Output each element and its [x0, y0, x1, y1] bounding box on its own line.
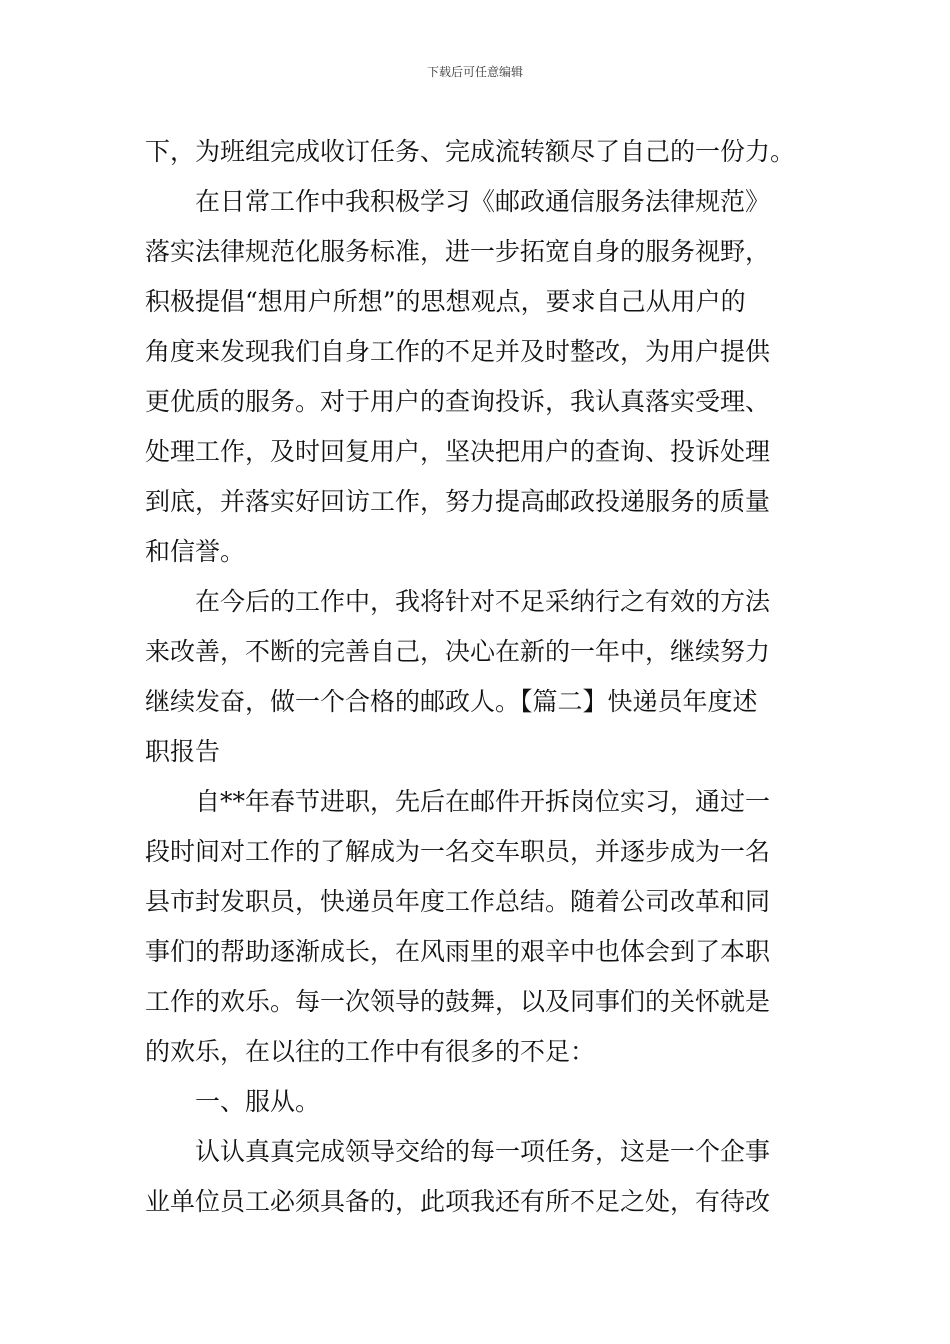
text-line: 事们的帮助逐渐成长，在风雨里的艰辛中也体会到了本职 — [145, 937, 771, 966]
text-line: 角度来发现我们自身工作的不足并及时整改，为用户提供 — [145, 337, 771, 366]
text-line: 和信誉。 — [145, 537, 246, 566]
text-line: 工作的欢乐。每一次领导的鼓舞，以及同事们的关怀就是 — [145, 987, 771, 1016]
document-body — [145, 127, 807, 1227]
text-line: 在今后的工作中，我将针对不足采纳行之有效的方法 — [195, 587, 771, 616]
text-line: 认认真真完成领导交给的每一项任务，这是一个企事 — [195, 1137, 771, 1166]
text-line: 积极提倡“想用户所想”的思想观点，要求自己从用户的 — [145, 287, 746, 316]
text-line: 段时间对工作的了解成为一名交车职员，并逐步成为一名 — [145, 837, 771, 866]
text-line: 下，为班组完成收订任务、完成流转额尽了自己的一份力。 — [145, 137, 796, 166]
text-line: 来改善，不断的完善自己，决心在新的一年中，继续努力 — [145, 637, 771, 666]
text-line: 落实法律规范化服务标准，进一步拓宽自身的服务视野， — [145, 237, 771, 266]
text-line: 的欢乐，在以往的工作中有很多的不足： — [145, 1037, 596, 1066]
text-line: 县市封发职员，快递员年度工作总结。随着公司改革和同 — [145, 887, 771, 916]
text-line: 在日常工作中我积极学习《邮政通信服务法律规范》 — [195, 187, 771, 216]
text-line: 职报告 — [145, 737, 221, 766]
text-line: 处理工作，及时回复用户，坚决把用户的查询、投诉处理 — [145, 437, 771, 466]
text-line: 业单位员工必须具备的，此项我还有所不足之处，有待改 — [145, 1187, 771, 1216]
text-line: 自**年春节进职，先后在邮件开拆岗位实习，通过一 — [195, 787, 771, 816]
page-header: 下载后可任意编辑 — [426, 65, 523, 79]
text-line: 一、服从。 — [195, 1087, 321, 1116]
text-line: 继续发奋，做一个合格的邮政人。【篇二】快递员年度述 — [145, 687, 758, 716]
text-line: 到底，并落实好回访工作，努力提高邮政投递服务的质量 — [145, 487, 771, 516]
text-line: 更优质的服务。对于用户的查询投诉，我认真落实受理、 — [145, 387, 771, 416]
